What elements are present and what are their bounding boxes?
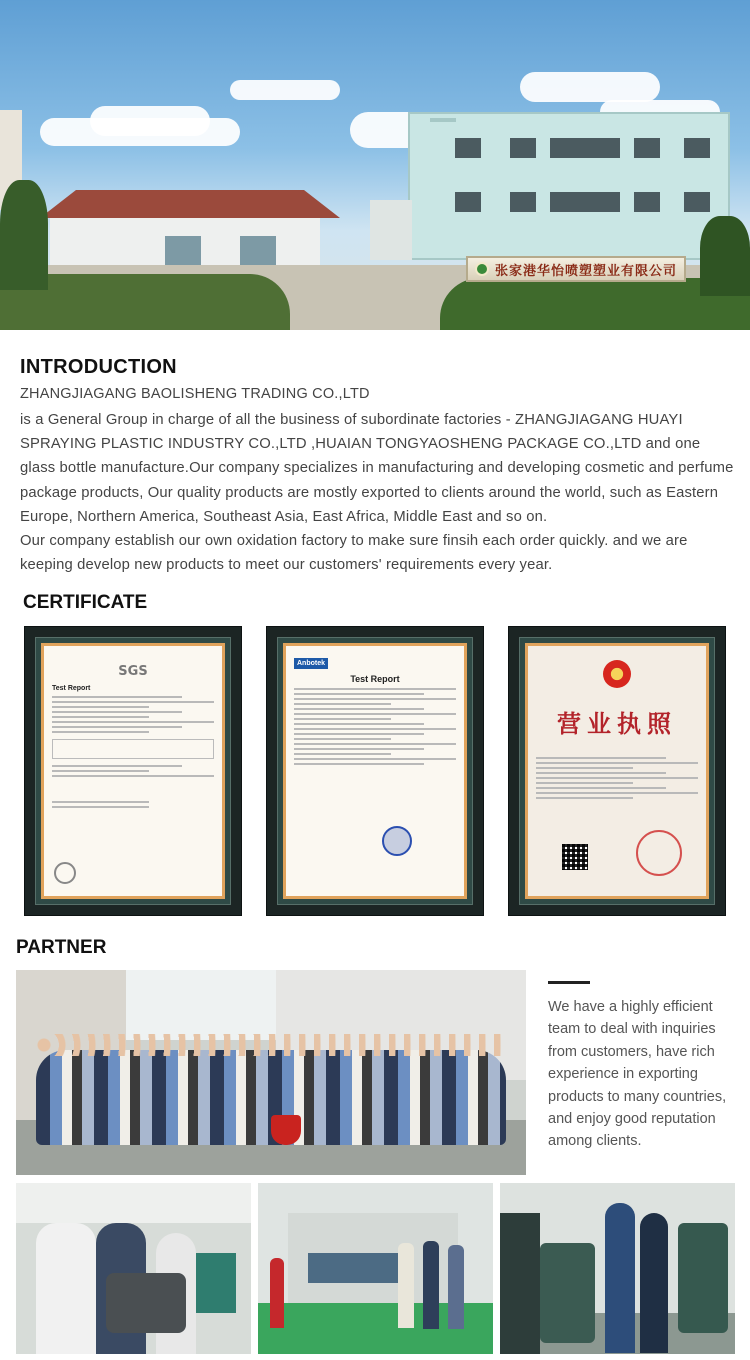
certificate-heading: CERTIFICATE <box>23 592 148 613</box>
company-name: ZHANGJIAGANG BAOLISHENG TRADING CO.,LTD <box>20 386 370 402</box>
anbotek-logo: Anbotek <box>294 658 328 669</box>
factory-sign-text: 张家港华怡喷塑塑业有限公司 <box>494 263 677 279</box>
national-emblem-icon <box>603 660 631 688</box>
partner-description: We have a highly efficient team to deal with inquiries from customers, have rich experience in exporting products to many countries, and enjoy good reputation among clients. <box>548 999 727 1150</box>
introduction-paragraph-2: Our company establish our own oxidation factory to make sure finsih each order quickly. and we are keeping develop new products to meet our customers' requirements every year. <box>20 533 688 574</box>
company-logo-icon <box>475 262 489 276</box>
factory-visit-photo-1 <box>16 1183 251 1354</box>
approval-stamp-icon <box>382 826 412 856</box>
introduction-body <box>20 408 735 577</box>
factory-sign <box>466 256 686 282</box>
sgs-report-title: Test Report <box>52 685 91 692</box>
certificate-sgs[interactable] <box>24 626 242 916</box>
certificate-business-license[interactable] <box>508 626 726 916</box>
sgs-logo: SGS <box>118 664 148 679</box>
factory-visit-photo-3 <box>500 1183 735 1354</box>
red-seal-icon <box>636 830 682 876</box>
factory-hero-image <box>0 0 750 330</box>
factory-visit-photo-2 <box>258 1183 493 1354</box>
introduction-heading: INTRODUCTION <box>20 356 177 378</box>
introduction-paragraph-1: is a General Group in charge of all the business of subordinate factories - ZHANGJIAGANG HUAYI SPRAYING PLASTIC INDUSTRY CO.,LTD ,HUAIAN TONGYAOSHENG PACKAGE CO.,LTD and one glass bottle manufacture.Our company specializes in manufacturing and developing cosmetic and perfume package products, Our quality products are mostly exported to clients around the world, such as Eastern Europe, Northern America, Southeast Asia, East Africa, Middle East and so on. <box>20 412 734 525</box>
business-license-title: 营业执照 <box>557 709 677 738</box>
partner-heading: PARTNER <box>16 937 107 958</box>
certificate-anbotek[interactable] <box>266 626 484 916</box>
partner-divider <box>548 981 590 984</box>
qr-code-icon <box>562 844 588 870</box>
partner-group-photo <box>16 970 526 1175</box>
anbotek-report-title: Test Report <box>350 674 400 684</box>
